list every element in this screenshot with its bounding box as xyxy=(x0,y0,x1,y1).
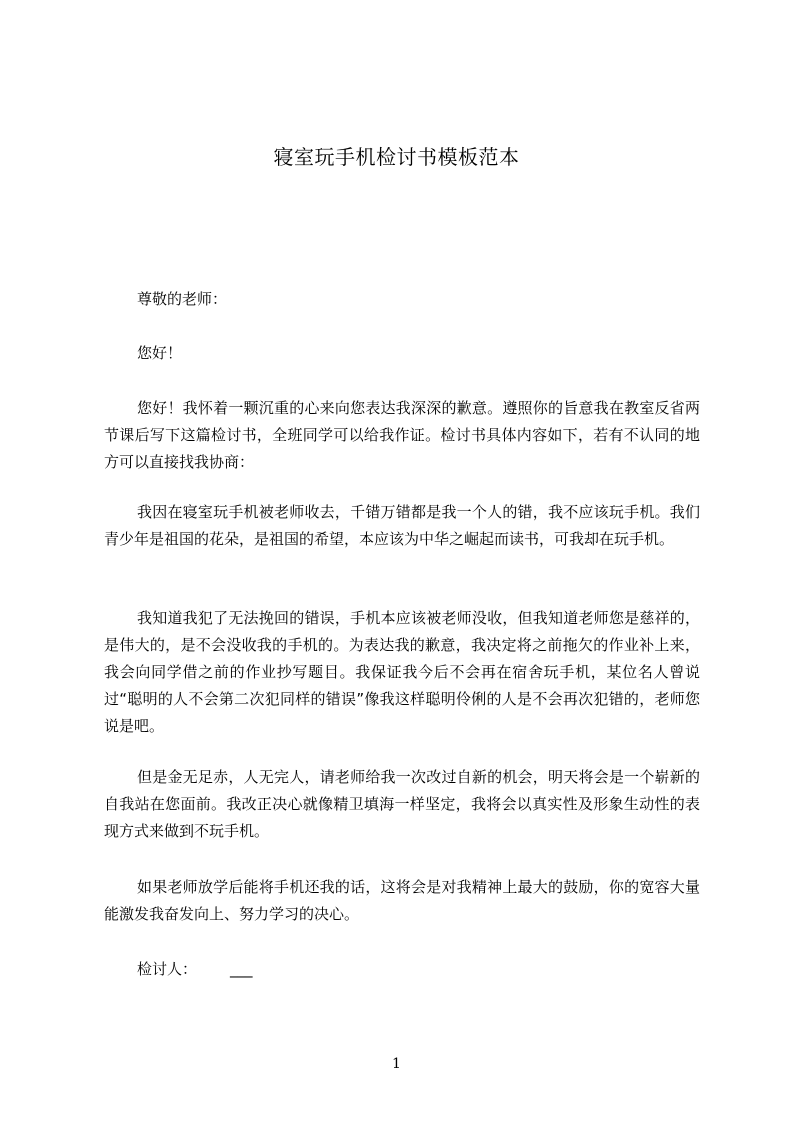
document-title: 寝室玩手机检讨书模板范本 xyxy=(273,145,520,169)
signature-line xyxy=(104,956,700,983)
paragraph-request: 但是金无足赤，人无完人，请老师给我一次改过自新的机会，明天将会是一个崭新的自我站在您面前。我改正决心就像精卫填海一样坚定，我将会以真实性及形象生动性的表现方式来做到不玩手机。 xyxy=(104,768,700,840)
paragraph-apology: 我知道我犯了无法挽回的错误，手机本应该被老师没收，但我知道老师您是慈祥的，是伟大的，是不会没收我的手机的。为表达我的歉意，我决定将之前拖欠的作业补上来，我会向同学借之前的作业抄写题目。我保证我今后不会再在宿舍玩手机，某位名人曾说过“聪明的人不会第二次犯同样的错误”像我这样聪明伶俐的人是不会再次犯错的，老师您说是吧。 xyxy=(104,609,700,735)
paragraph-closing: 如果老师放学后能将手机还我的话，这将会是对我精神上最大的鼓励，你的宽容大量能激发我奋发向上、努力学习的决心。 xyxy=(104,878,700,923)
signature-blank: ___ xyxy=(230,960,253,978)
paragraph-intro: 您好！我怀着一颗沉重的心来向您表达我深深的歉意。遵照你的旨意我在教室反省两节课后写下这篇检讨书，全班同学可以给我作证。检讨书具体内容如下，若有不认同的地方可以直接找我协商： xyxy=(104,399,700,471)
greeting: 您好！ xyxy=(137,344,183,362)
paragraph-reason: 我因在寝室玩手机被老师收去，千错万错都是我一个人的错，我不应该玩手机。我们青少年是祖国的花朵，是祖国的希望，本应该为中华之崛起而读书，可我却在玩手机。 xyxy=(104,503,700,548)
signature-label: 检讨人： xyxy=(137,960,198,978)
page-number: 1 xyxy=(392,1056,401,1072)
salutation: 尊敬的老师： xyxy=(137,290,228,308)
